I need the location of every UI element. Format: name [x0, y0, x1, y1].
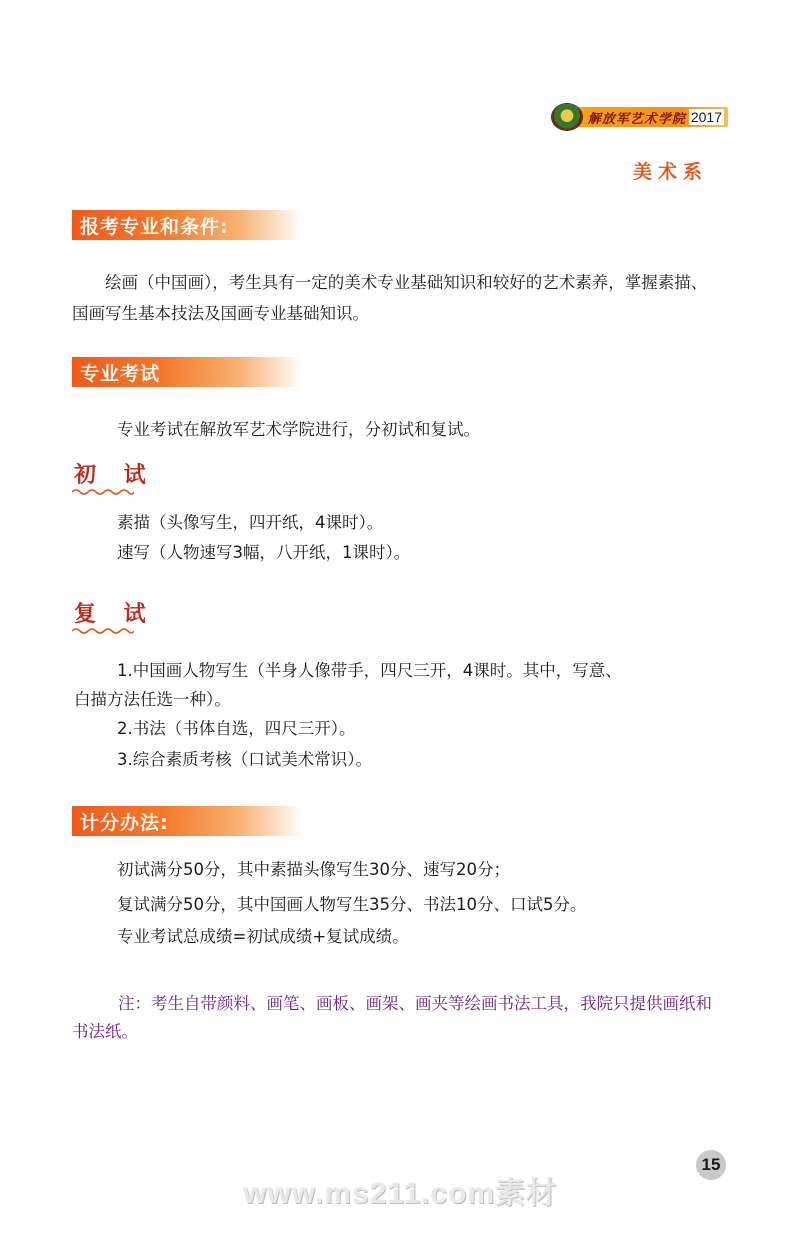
retest-item-1-line-1: 1.中国画人物写生（半身人像带手，四尺三开，4课时。其中，写意、 — [117, 661, 622, 680]
scoring-item-3: 专业考试总成绩=初试成绩+复试成绩。 — [117, 927, 409, 946]
department-title: 美术系 — [632, 161, 708, 183]
watermark: www.ms211.com素材 — [242, 1177, 557, 1210]
subheading-preliminary: 初 试 — [74, 463, 156, 488]
retest-item-1-line-2: 白描方法任选一种）。 — [74, 690, 231, 709]
page-header — [552, 102, 728, 132]
exam-text: 专业考试在解放军艺术学院进行，分初试和复试。 — [117, 420, 480, 439]
requirements-text: 绘画（中国画），考生具有一定的美术专业基础知识和较好的艺术素养，掌握素描、国画写生基本技法及国画专业基础知识。 — [72, 273, 708, 323]
scoring-item-1: 初试满分50分，其中素描头像写生30分、速写20分； — [117, 860, 510, 879]
section-bar-requirements — [72, 210, 302, 240]
scoring-item-2: 复试满分50分，其中国画人物写生35分、书法10分、口试5分。 — [117, 895, 587, 914]
wave-underline-icon — [72, 488, 134, 496]
section-title-exam: 专业考试 — [80, 362, 161, 385]
school-crest-icon — [552, 104, 582, 130]
header-year: 2017 — [690, 109, 722, 125]
preliminary-item-1: 素描（头像写生，四开纸，4课时）。 — [117, 513, 384, 532]
section-title-scoring: 计分办法: — [80, 811, 169, 834]
section-title-requirements: 报考专业和条件: — [80, 215, 229, 238]
school-name: 解放军艺术学院 — [587, 111, 686, 127]
preliminary-item-2: 速写（人物速写3幅，八开纸，1课时）。 — [117, 543, 411, 562]
page-number: 15 — [696, 1150, 726, 1180]
header-band — [578, 107, 728, 127]
note-text: 注：考生自带颜料、画笔、画板、画架、画夹等绘画书法工具，我院只提供画纸和书法纸。 — [72, 994, 712, 1041]
retest-item-3: 3.综合素质考核（口试美术常识）。 — [117, 750, 372, 769]
subheading-retest: 复 试 — [74, 602, 156, 627]
section-bar-exam — [72, 357, 302, 387]
section-bar-scoring — [72, 806, 302, 836]
wave-underline-icon — [72, 627, 134, 635]
retest-item-2: 2.书法（书体自选，四尺三开）。 — [117, 719, 356, 738]
